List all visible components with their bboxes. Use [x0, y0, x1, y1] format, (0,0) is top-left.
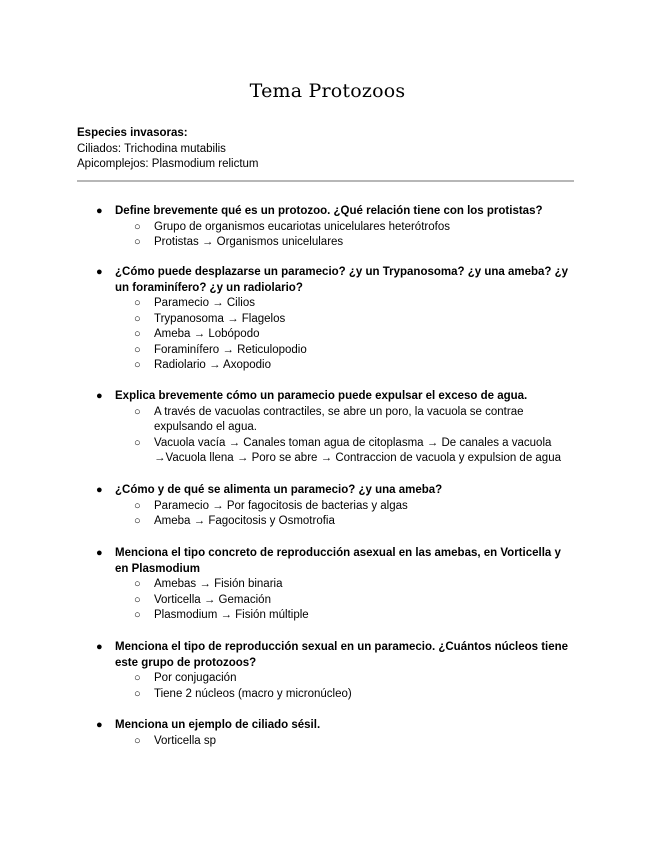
answer-text: Por conjugación	[154, 672, 237, 684]
sub-bullet-icon: ○	[134, 328, 141, 340]
sub-bullet-icon: ○	[134, 687, 141, 700]
answer-5-2	[0, 593, 584, 609]
sub-bullet-icon: ○	[134, 405, 141, 418]
question-text: Define brevemente qué es un protozoo. ¿Qué relación tiene con los protistas?	[115, 205, 543, 217]
question-text: Menciona el tipo concreto de reproducción asexual en las amebas, en Vorticella y en Plasmodium	[115, 547, 561, 575]
answer-3-2	[0, 436, 584, 467]
sub-bullet-icon: ○	[134, 672, 141, 684]
question-4	[0, 483, 575, 499]
bullet-icon: ●	[96, 205, 103, 217]
question-item-6	[0, 640, 655, 702]
question-5	[0, 546, 575, 577]
answer-text: Vorticella sp	[154, 734, 217, 747]
answer-5-1	[0, 577, 584, 593]
question-item-2	[0, 265, 655, 374]
question-1	[0, 204, 575, 220]
apicomplexa-line: Apicomplejos: Plasmodium relictum	[77, 158, 259, 170]
sub-bullet-icon: ○	[134, 343, 141, 356]
sub-bullet-icon: ○	[134, 359, 141, 371]
answer-text: Ameba → Lobópodo	[154, 328, 260, 340]
answer-text: Vorticella → Gemación	[154, 593, 271, 606]
question-item-3	[0, 389, 655, 467]
answer-7-1	[0, 734, 584, 750]
question-text: Menciona el tipo de reproducción sexual en un paramecio. ¿Cuántos núcleos tiene este grupo de protozoos?	[115, 641, 569, 669]
invasive-species-block	[77, 126, 259, 173]
question-item-4	[0, 483, 655, 530]
sub-bullet-icon: ○	[134, 499, 141, 512]
answer-3-1	[0, 405, 584, 436]
answer-text: Grupo de organismos eucariotas unicelulares heterótrofos	[154, 220, 450, 233]
answer-text: Ameba → Fagocitosis y Osmotrofia	[154, 515, 335, 527]
bullet-icon: ●	[96, 547, 103, 559]
sub-bullet-icon: ○	[134, 236, 141, 248]
answer-2-5	[0, 358, 584, 374]
bullet-icon: ●	[96, 266, 103, 278]
answer-text: Paramecio → Por fagocitosis de bacterias y algas	[154, 499, 408, 512]
question-item-7	[0, 718, 655, 749]
sub-bullet-icon: ○	[134, 609, 141, 621]
question-2	[0, 265, 575, 296]
answer-5-3	[0, 608, 584, 624]
question-7	[0, 718, 575, 734]
answer-text: Tiene 2 núcleos (macro y micronúcleo)	[154, 687, 352, 700]
answer-text: Foraminífero → Reticulopodio	[154, 343, 307, 356]
bullet-icon: ●	[96, 719, 103, 731]
answer-text: Trypanosoma → Flagelos	[154, 312, 286, 325]
answer-6-2	[0, 687, 584, 703]
sub-bullet-icon: ○	[134, 297, 141, 309]
answer-6-1	[0, 671, 584, 687]
answer-2-3	[0, 327, 584, 343]
answer-text: Radiolario → Axopodio	[154, 359, 271, 371]
question-text: Explica brevemente cómo un paramecio puede expulsar el exceso de agua.	[115, 390, 528, 402]
sub-bullet-icon: ○	[134, 515, 141, 527]
question-6	[0, 640, 575, 671]
bullet-icon: ●	[96, 641, 103, 653]
answer-1-2	[0, 235, 584, 251]
page-title: Tema Protozoos	[249, 80, 406, 102]
answer-2-1	[0, 296, 584, 312]
answer-text: Protistas → Organismos unicelulares	[154, 236, 344, 248]
answer-1-1	[0, 220, 584, 236]
question-item-5	[0, 546, 655, 624]
sub-bullet-icon: ○	[134, 436, 141, 449]
sub-bullet-icon: ○	[134, 578, 141, 590]
answer-4-2	[0, 514, 584, 530]
sub-bullet-icon: ○	[134, 220, 141, 233]
bullet-icon: ●	[96, 484, 103, 496]
ciliates-line: Ciliados: Trichodina mutabilis	[77, 142, 226, 155]
answer-text: A través de vacuolas contractiles, se abre un poro, la vacuola se contrae expulsando el agua.	[154, 405, 524, 433]
question-item-1	[0, 204, 655, 251]
answer-text: Vacuola vacía → Canales toman agua de citoplasma → De canales a vacuola →Vacuola llena → Poro se abre → Contraccion de vacuola y expulsion de agua	[154, 436, 561, 464]
invasive-species-label: Especies invasoras:	[77, 127, 188, 139]
answer-4-1	[0, 499, 584, 515]
horizontal-divider	[77, 180, 574, 182]
sub-bullet-icon: ○	[134, 593, 141, 606]
question-text: Menciona un ejemplo de ciliado sésil.	[115, 719, 321, 731]
answer-2-4	[0, 343, 584, 359]
question-text: ¿Cómo y de qué se alimenta un paramecio? ¿y una ameba?	[115, 484, 443, 496]
answer-text: Paramecio → Cilios	[154, 297, 255, 309]
sub-bullet-icon: ○	[134, 312, 141, 325]
sub-bullet-icon: ○	[134, 734, 141, 747]
bullet-icon: ●	[96, 390, 103, 402]
answer-text: Amebas → Fisión binaria	[154, 578, 283, 590]
question-text: ¿Cómo puede desplazarse un paramecio? ¿y un Trypanosoma? ¿y una ameba? ¿y un foraminífero? ¿y un radiolario?	[115, 266, 569, 294]
answer-2-2	[0, 312, 584, 328]
question-3	[0, 389, 575, 405]
answer-text: Plasmodium → Fisión múltiple	[154, 609, 309, 621]
